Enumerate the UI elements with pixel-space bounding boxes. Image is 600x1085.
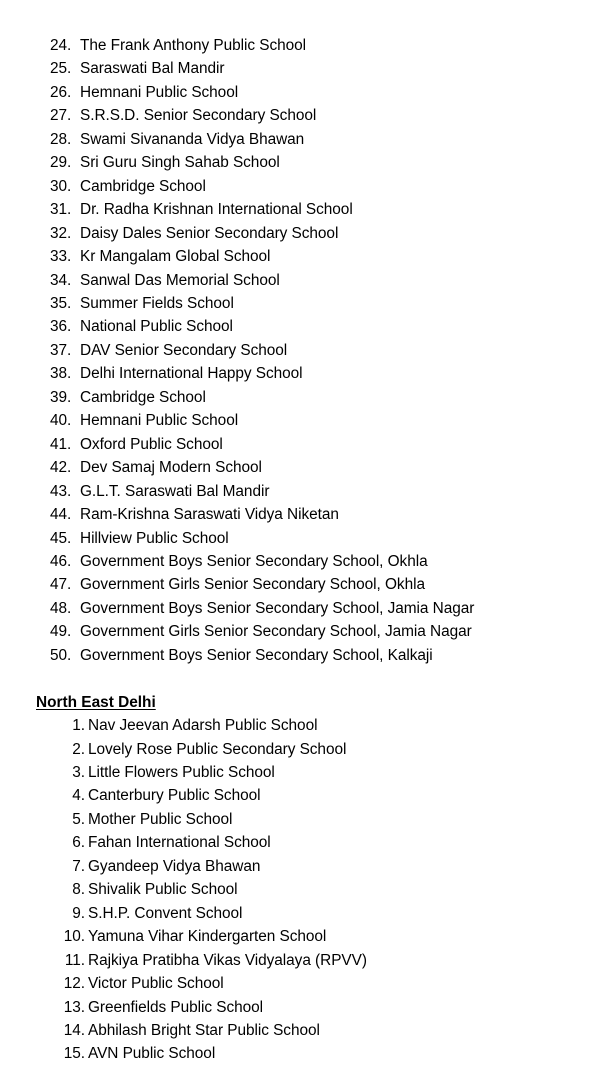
list-item-number: 6. xyxy=(72,834,85,852)
list-item-number: 30. xyxy=(50,177,72,195)
list-item-label: Lovely Rose Public Secondary School xyxy=(88,740,347,758)
list-item xyxy=(0,949,600,972)
list-item-number: 47. xyxy=(50,576,72,594)
list-item-label: Hemnani Public School xyxy=(80,83,239,101)
list-item-label: Hillview Public School xyxy=(80,529,229,547)
list-item xyxy=(0,409,600,432)
list-item xyxy=(0,128,600,151)
list-item-label: Saraswati Bal Mandir xyxy=(80,60,225,78)
list-item-label: S.H.P. Convent School xyxy=(88,904,243,922)
section-heading-text: North East Delhi xyxy=(36,693,156,711)
list-item-label: Gyandeep Vidya Bhawan xyxy=(88,857,261,875)
list-item-label: Government Boys Senior Secondary School, Jamia Nagar xyxy=(80,599,475,617)
list-item xyxy=(0,996,600,1019)
school-list-north-east-delhi xyxy=(0,714,600,1066)
list-item xyxy=(0,433,600,456)
list-item xyxy=(0,761,600,784)
list-item-label: Dev Samaj Modern School xyxy=(80,459,262,477)
list-item-label: Kr Mangalam Global School xyxy=(80,248,271,266)
list-item xyxy=(0,527,600,550)
list-item-label: Hemnani Public School xyxy=(80,412,239,430)
list-item xyxy=(0,57,600,80)
list-item xyxy=(0,81,600,104)
list-item-label: National Public School xyxy=(80,318,233,336)
list-item-label: The Frank Anthony Public School xyxy=(80,37,307,54)
list-item-number: 36. xyxy=(50,318,72,336)
list-item-number: 31. xyxy=(50,201,72,219)
list-item-label: Delhi International Happy School xyxy=(80,365,303,383)
list-item-number: 48. xyxy=(50,599,72,617)
list-item-label: Cambridge School xyxy=(80,388,206,406)
list-item xyxy=(0,550,600,573)
list-item xyxy=(0,386,600,409)
list-item xyxy=(0,620,600,643)
section-spacer xyxy=(0,667,600,690)
list-item-number: 39. xyxy=(50,388,72,406)
list-item xyxy=(0,34,600,57)
list-item xyxy=(0,597,600,620)
list-item-label: Little Flowers Public School xyxy=(88,764,275,782)
list-item-number: 24. xyxy=(50,37,72,54)
list-item xyxy=(0,245,600,268)
list-item xyxy=(0,1042,600,1065)
list-item-label: Government Girls Senior Secondary School, Jamia Nagar xyxy=(80,623,472,641)
list-item-number: 9. xyxy=(72,904,85,922)
list-item-label: Abhilash Bright Star Public School xyxy=(88,1022,320,1040)
list-item-number: 42. xyxy=(50,459,72,477)
list-item-label: Government Boys Senior Secondary School, Okhla xyxy=(80,552,428,570)
list-item-label: Cambridge School xyxy=(80,177,206,195)
list-item-number: 50. xyxy=(50,646,72,664)
list-item-label: Yamuna Vihar Kindergarten School xyxy=(88,928,327,946)
list-item-label: Mother Public School xyxy=(88,810,233,828)
list-item xyxy=(0,808,600,831)
list-item-label: Greenfields Public School xyxy=(88,998,263,1016)
list-item-number: 37. xyxy=(50,341,72,359)
list-item-label: Government Girls Senior Secondary School, Okhla xyxy=(80,576,425,594)
list-item xyxy=(0,151,600,174)
list-item xyxy=(0,104,600,127)
list-item-label: Sri Guru Singh Sahab School xyxy=(80,154,280,172)
list-item-number: 25. xyxy=(50,60,72,78)
list-item-number: 49. xyxy=(50,623,72,641)
list-item xyxy=(0,831,600,854)
list-item-label: Sanwal Das Memorial School xyxy=(80,271,280,289)
list-item xyxy=(0,1019,600,1042)
list-item-number: 1. xyxy=(72,717,85,735)
school-list-continued xyxy=(0,34,600,667)
list-item-number: 33. xyxy=(50,248,72,266)
list-item-number: 4. xyxy=(72,787,85,805)
list-item-label: Swami Sivananda Vidya Bhawan xyxy=(80,130,305,148)
list-item-label: S.R.S.D. Senior Secondary School xyxy=(80,107,317,125)
list-item-label: Summer Fields School xyxy=(80,294,234,312)
list-item xyxy=(0,175,600,198)
list-item xyxy=(0,738,600,761)
list-item xyxy=(0,362,600,385)
list-item-number: 41. xyxy=(50,435,72,453)
list-item-number: 46. xyxy=(50,552,72,570)
list-item-number: 28. xyxy=(50,130,72,148)
list-item-number: 11. xyxy=(64,951,85,969)
list-item xyxy=(0,269,600,292)
list-item-number: 10. xyxy=(63,928,85,946)
list-item xyxy=(0,339,600,362)
list-item-number: 45. xyxy=(50,529,72,547)
list-item-label: Oxford Public School xyxy=(80,435,223,453)
list-item-number: 13. xyxy=(63,998,85,1016)
list-item xyxy=(0,855,600,878)
list-item xyxy=(0,784,600,807)
list-item-number: 27. xyxy=(50,107,72,125)
list-item-number: 29. xyxy=(50,154,72,172)
list-item-label: G.L.T. Saraswati Bal Mandir xyxy=(80,482,270,500)
list-item xyxy=(0,972,600,995)
list-item xyxy=(0,644,600,667)
list-item-number: 43. xyxy=(50,482,72,500)
list-item-number: 32. xyxy=(50,224,72,242)
list-item xyxy=(0,456,600,479)
list-item-label: Victor Public School xyxy=(88,975,224,993)
list-item xyxy=(0,503,600,526)
list-item xyxy=(0,222,600,245)
section-heading-north-east-delhi xyxy=(0,691,600,714)
list-item-number: 44. xyxy=(50,506,72,524)
list-item-number: 8. xyxy=(72,881,85,899)
list-item xyxy=(0,198,600,221)
list-item-label: Daisy Dales Senior Secondary School xyxy=(80,224,339,242)
list-item-number: 15. xyxy=(63,1045,85,1063)
list-item-number: 14. xyxy=(63,1022,85,1040)
list-item-number: 35. xyxy=(50,294,72,312)
list-item-number: 2. xyxy=(72,740,85,758)
list-item-number: 26. xyxy=(50,83,72,101)
list-item xyxy=(0,714,600,737)
list-item-number: 40. xyxy=(50,412,72,430)
list-item xyxy=(0,480,600,503)
list-item-number: 34. xyxy=(50,271,72,289)
list-item-label: Rajkiya Pratibha Vikas Vidyalaya (RPVV) xyxy=(88,951,367,969)
list-item-label: Government Boys Senior Secondary School, Kalkaji xyxy=(80,646,433,664)
list-item-label: Canterbury Public School xyxy=(88,787,261,805)
list-item-number: 5. xyxy=(72,810,85,828)
list-item-label: Ram-Krishna Saraswati Vidya Niketan xyxy=(80,506,339,524)
list-item-label: Nav Jeevan Adarsh Public School xyxy=(88,717,318,735)
list-item xyxy=(0,315,600,338)
list-item-label: DAV Senior Secondary School xyxy=(80,341,288,359)
list-item-number: 38. xyxy=(50,365,72,383)
list-item xyxy=(0,925,600,948)
list-item-label: Dr. Radha Krishnan International School xyxy=(80,201,353,219)
list-item xyxy=(0,878,600,901)
list-item xyxy=(0,292,600,315)
list-item-label: AVN Public School xyxy=(88,1045,216,1063)
list-item-number: 7. xyxy=(72,857,85,875)
list-item xyxy=(0,573,600,596)
list-item-number: 12. xyxy=(63,975,85,993)
list-item-number: 3. xyxy=(72,764,85,782)
list-item-label: Shivalik Public School xyxy=(88,881,238,899)
list-item xyxy=(0,902,600,925)
list-item-label: Fahan International School xyxy=(88,834,271,852)
